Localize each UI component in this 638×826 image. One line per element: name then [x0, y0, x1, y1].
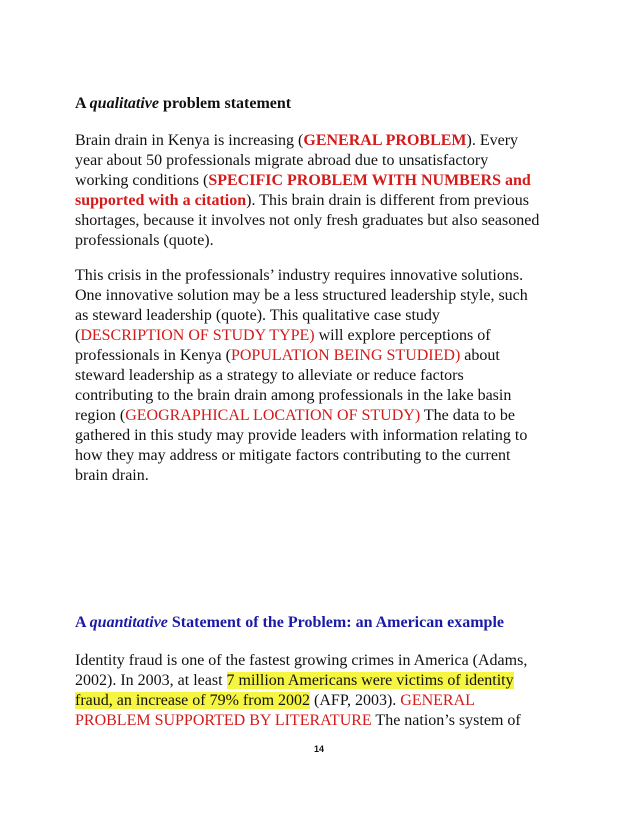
text-span: 2002). In 2003, at least [75, 672, 227, 689]
general-problem-label: GENERAL PROBLEM [303, 132, 467, 149]
heading-italic: quantitative [89, 614, 168, 631]
text-span: working conditions ( [75, 172, 209, 189]
text-line: how they may address or mitigate factors contributing to the current [75, 447, 511, 464]
text-span: Brain drain in Kenya is increasing ( [75, 132, 304, 149]
qualitative-paragraph-2 [75, 266, 575, 486]
heading-suffix: problem statement [159, 95, 292, 112]
heading-prefix: A [75, 95, 90, 112]
page-number: 14 [313, 744, 324, 754]
text-line: This crisis in the professionals’ industry requires innovative solutions. [75, 267, 524, 284]
text-span: will explore perceptions of [314, 327, 491, 344]
text-span: ). This brain drain is different from previous [246, 192, 530, 209]
general-problem-label: GENERAL [400, 692, 475, 709]
qualitative-paragraph-1 [75, 131, 575, 251]
text-line: One innovative solution may be a less structured leadership style, such [75, 287, 528, 304]
highlighted-statistic-cont: fraud, an increase of 79% from 2002 [75, 692, 311, 709]
qualitative-heading [75, 94, 291, 114]
text-span: ( [75, 327, 81, 344]
text-line: contributing to the brain drain among professionals in the lake basin [75, 387, 512, 404]
text-line: professionals (quote). [75, 232, 214, 249]
text-line [75, 346, 575, 366]
text-line [75, 326, 575, 346]
location-label: GEOGRAPHICAL LOCATION OF STUDY) [125, 407, 421, 424]
quantitative-paragraph [75, 651, 575, 731]
text-span: The data to be [420, 407, 515, 424]
text-span: (AFP, 2003). [310, 692, 401, 709]
quantitative-heading [75, 613, 504, 633]
text-span: region ( [75, 407, 126, 424]
highlighted-statistic: 7 million Americans were victims of identity [226, 672, 514, 689]
text-line: Identity fraud is one of the fastest growing crimes in America (Adams, [75, 652, 528, 669]
text-line: brain drain. [75, 467, 149, 484]
text-span: professionals in Kenya ( [75, 347, 231, 364]
text-line [75, 131, 575, 151]
text-line [75, 191, 575, 211]
text-line [75, 711, 575, 731]
text-line [75, 671, 575, 691]
study-type-label: DESCRIPTION OF STUDY TYPE) [80, 327, 315, 344]
text-line: shortages, because it involves not only fresh graduates but also seasoned [75, 212, 540, 229]
general-problem-label-cont: PROBLEM SUPPORTED BY LITERATURE [75, 712, 372, 729]
text-line: gathered in this study may provide leaders with information relating to [75, 427, 528, 444]
text-line: steward leadership as a strategy to alleviate or reduce factors [75, 367, 464, 384]
heading-suffix: Statement of the Problem: an American example [167, 614, 504, 631]
heading-prefix: A [75, 614, 90, 631]
text-span: about [460, 347, 500, 364]
text-line: year about 50 professionals migrate abroad due to unsatisfactory [75, 152, 489, 169]
population-label: POPULATION BEING STUDIED) [230, 347, 461, 364]
specific-problem-label-cont: supported with a citation [75, 192, 247, 209]
heading-italic: qualitative [89, 95, 159, 112]
text-line [75, 691, 575, 711]
specific-problem-label: SPECIFIC PROBLEM WITH NUMBERS and [208, 172, 531, 189]
text-span: ). Every [466, 132, 519, 149]
text-line [75, 406, 575, 426]
text-line [75, 171, 575, 191]
text-span: The nation’s system of [371, 712, 521, 729]
text-line: as steward leadership (quote). This qualitative case study [75, 307, 440, 324]
